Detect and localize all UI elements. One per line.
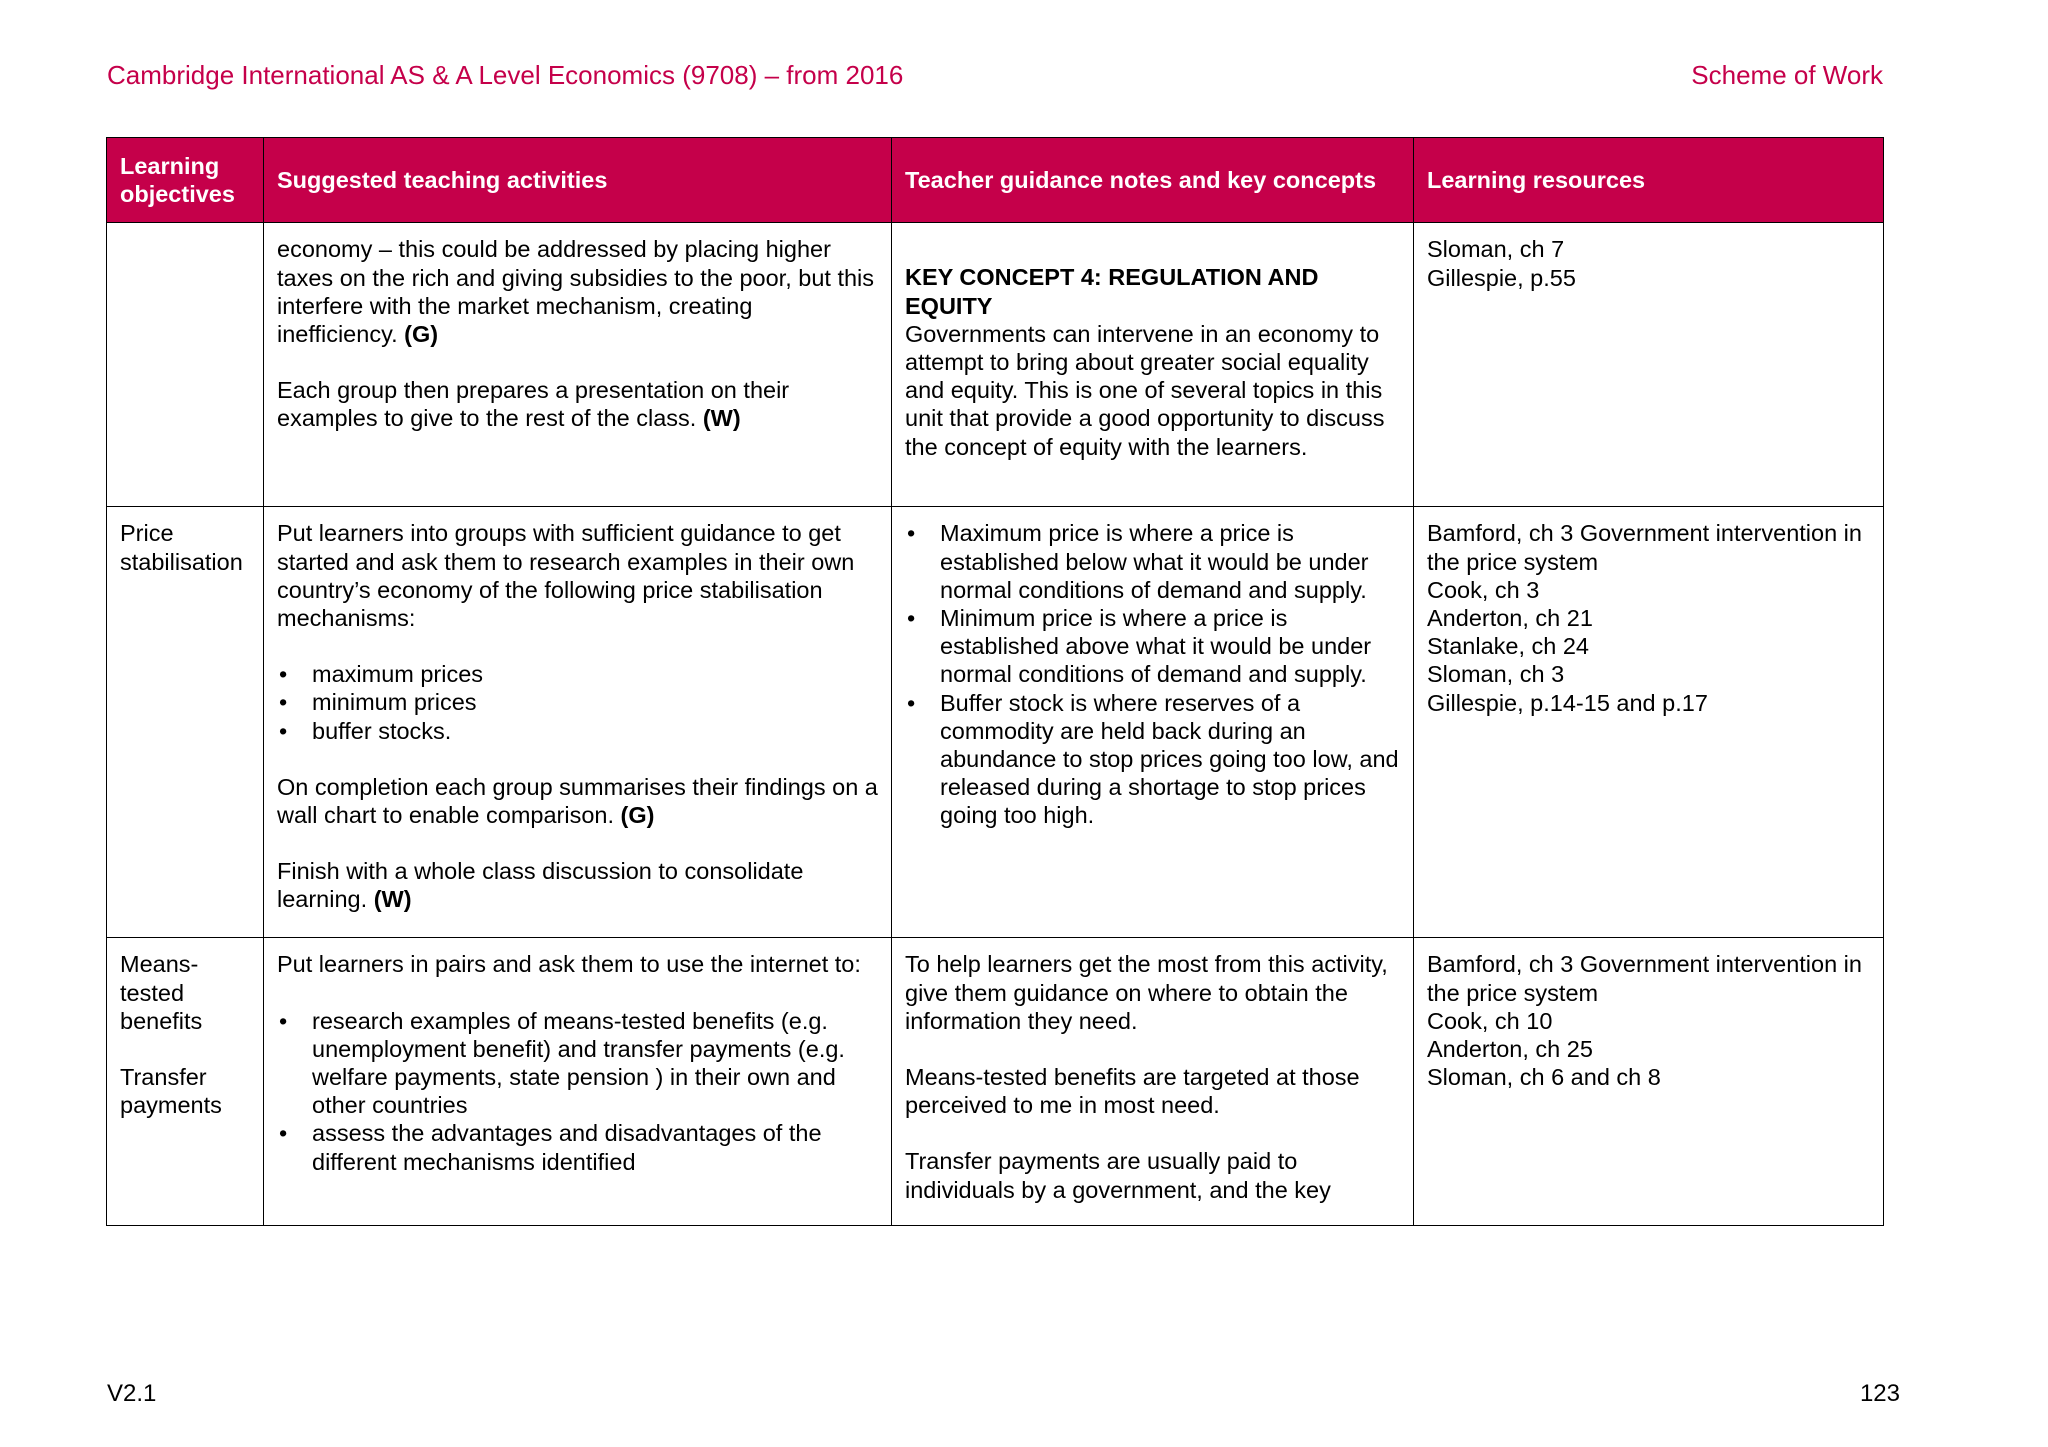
objective-text: Transfer payments — [120, 1064, 222, 1119]
activity-text: Each group then prepares a presentation on their examples to give to the rest of the class. — [277, 377, 790, 432]
activity-text: Finish with a whole class discussion to consolidate learning. — [277, 858, 804, 913]
table-row — [107, 938, 1884, 1226]
whole-class-tag: (W) — [702, 405, 741, 432]
activity-paragraph — [277, 376, 879, 432]
guidance-cell — [892, 938, 1414, 1226]
activities-cell — [264, 507, 892, 938]
guidance-text: Means-tested benefits are targeted at those perceived to me in most need. — [905, 1064, 1360, 1119]
activity-intro: Put learners in pairs and ask them to use the internet to: — [277, 951, 861, 978]
guidance-cell — [892, 223, 1414, 507]
table-row — [107, 507, 1884, 938]
resource-item: Sloman, ch 6 and ch 8 — [1427, 1064, 1661, 1091]
resource-item: Anderton, ch 21 — [1427, 605, 1593, 632]
list-item: • research examples of means-tested benefits (e.g. unemployment benefit) and transfer payments (e.g. welfare payments, state pension ) in their own and other countries — [277, 1007, 879, 1120]
column-header-guidance: Teacher guidance notes and key concepts — [892, 138, 1414, 223]
resource-item: Anderton, ch 25 — [1427, 1036, 1593, 1063]
list-item: • Maximum price is where a price is established below what it would be under normal conditions of demand and supply. — [905, 519, 1401, 604]
resource-item: Bamford, ch 3 Government intervention in the price system — [1427, 951, 1862, 1006]
guidance-cell — [892, 507, 1414, 938]
column-header-resources: Learning resources — [1414, 138, 1884, 223]
guidance-text: Governments can intervene in an economy to attempt to bring about greater social equality and equity. This is one of several topics in this unit that provide a good opportunity to discuss the concept of equity with the learners. — [905, 320, 1385, 460]
activity-paragraph — [277, 773, 879, 829]
resource-item: Sloman, ch 7 — [1427, 236, 1565, 263]
section-label: Scheme of Work — [1691, 60, 1883, 90]
resources-cell — [1414, 507, 1884, 938]
table-row — [107, 223, 1884, 507]
objective-text: Price stabilisation — [120, 520, 243, 575]
group-tag: (G) — [620, 802, 655, 829]
resources-cell — [1414, 223, 1884, 507]
objective-text: Means-tested benefits — [120, 951, 203, 1034]
table-header-row — [107, 138, 1884, 223]
document-title: Cambridge International AS & A Level Economics (9708) – from 2016 — [107, 60, 904, 90]
objective-cell — [107, 507, 264, 938]
task-list — [277, 1007, 879, 1176]
activities-cell — [264, 938, 892, 1226]
activity-intro: Put learners into groups with sufficient guidance to get started and ask them to research examples in their own country’s economy of the following price stabilisation mechanisms: — [277, 520, 855, 632]
resource-item: Stanlake, ch 24 — [1427, 633, 1589, 660]
resource-item: Bamford, ch 3 Government intervention in the price system — [1427, 520, 1862, 575]
guidance-list — [905, 519, 1401, 829]
resource-item: Sloman, ch 3 — [1427, 661, 1565, 688]
objective-cell — [107, 938, 264, 1226]
list-item: • maximum prices — [277, 660, 879, 688]
page-number: 123 — [1859, 1380, 1900, 1407]
list-item: • buffer stocks. — [277, 717, 879, 745]
activity-paragraph — [277, 857, 879, 913]
key-concept-heading: KEY CONCEPT 4: REGULATION AND EQUITY — [905, 264, 1319, 319]
whole-class-tag: (W) — [373, 886, 412, 913]
activities-cell — [264, 223, 892, 507]
activity-text: economy – this could be addressed by placing higher taxes on the rich and giving subsidies to the poor, but this interfere with the market mechanism, creating inefficiency. — [277, 236, 875, 348]
version-label: V2.1 — [107, 1380, 157, 1407]
mechanism-list — [277, 660, 879, 745]
list-item: • Minimum price is where a price is established above what it would be under normal conditions of demand and supply. — [905, 604, 1401, 689]
guidance-text: To help learners get the most from this activity, give them guidance on where to obtain the information they need. — [905, 951, 1388, 1034]
resource-item: Cook, ch 3 — [1427, 576, 1540, 603]
group-tag: (G) — [404, 321, 439, 348]
activity-paragraph — [277, 235, 879, 348]
column-header-activities: Suggested teaching activities — [264, 138, 892, 223]
list-item: • minimum prices — [277, 688, 879, 716]
column-header-objectives: Learning objectives — [107, 138, 264, 223]
guidance-text: Transfer payments are usually paid to individuals by a government, and the key — [905, 1148, 1331, 1203]
list-item: • assess the advantages and disadvantages of the different mechanisms identified — [277, 1119, 879, 1175]
resource-item: Gillespie, p.55 — [1427, 264, 1576, 291]
resource-item: Gillespie, p.14-15 and p.17 — [1427, 689, 1708, 716]
resources-cell — [1414, 938, 1884, 1226]
list-item: • Buffer stock is where reserves of a commodity are held back during an abundance to stop prices going too low, and released during a shortage to stop prices going too high. — [905, 689, 1401, 830]
scheme-of-work-table — [106, 137, 1884, 1226]
resource-item: Cook, ch 10 — [1427, 1007, 1553, 1034]
activity-text: On completion each group summarises their findings on a wall chart to enable comparison. — [277, 773, 878, 829]
objective-cell — [107, 223, 264, 507]
